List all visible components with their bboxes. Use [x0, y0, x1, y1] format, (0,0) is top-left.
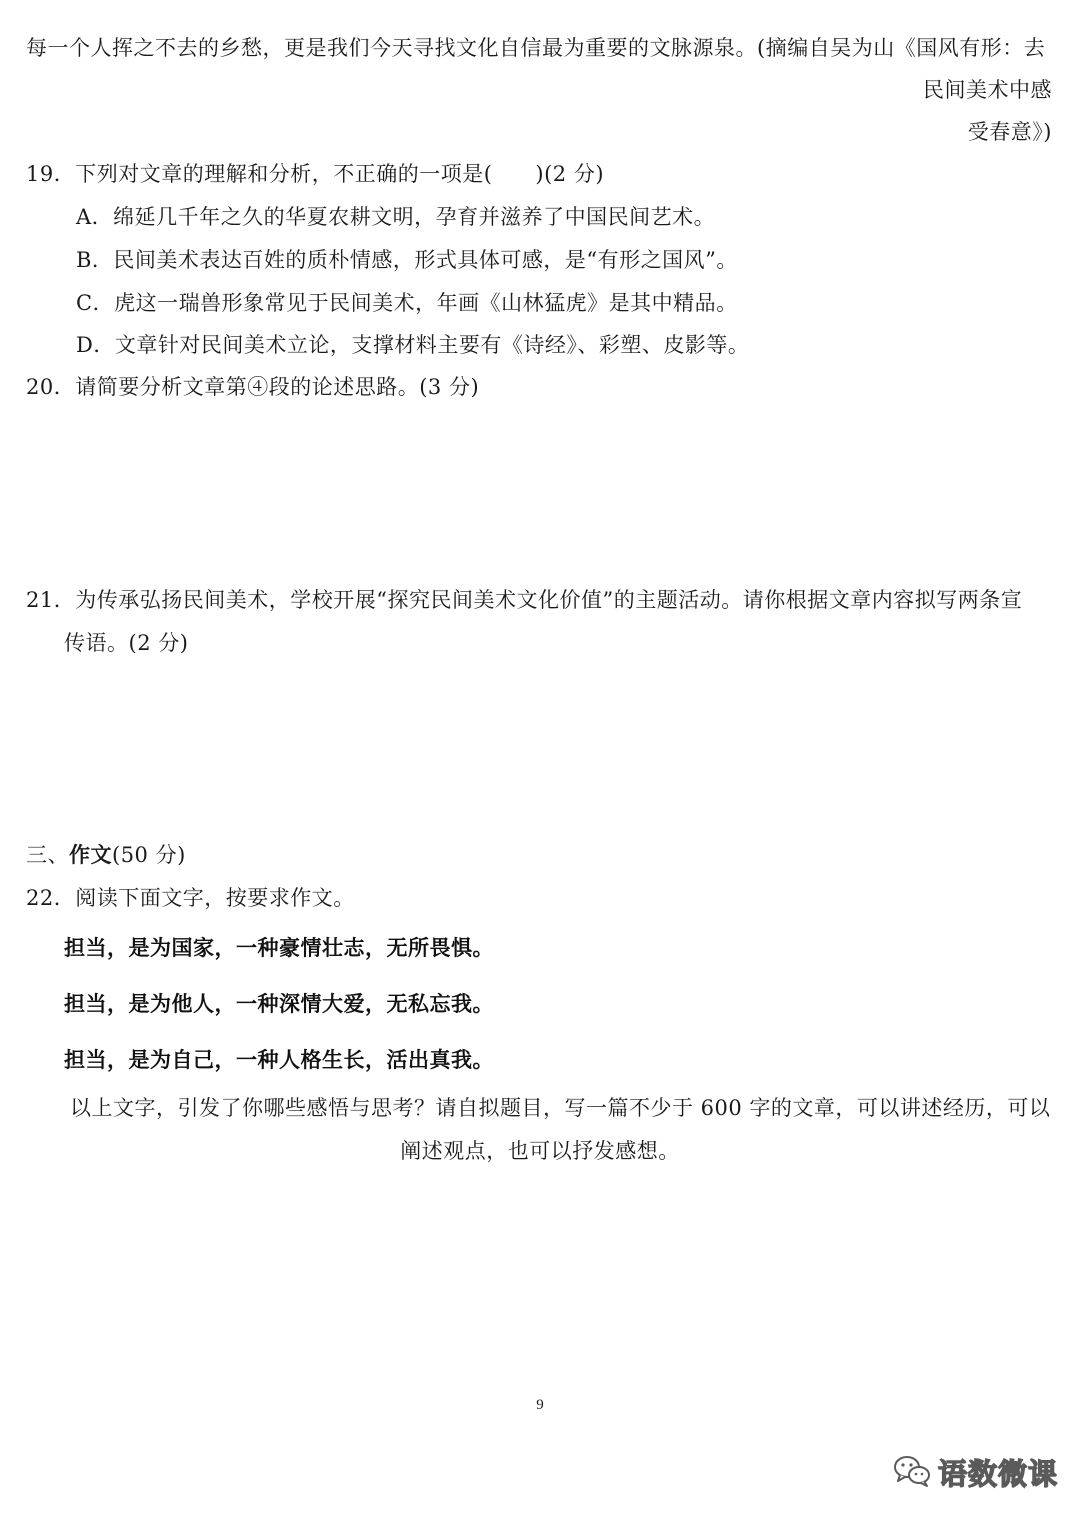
- question-19-option-b: B．民间美术表达百姓的质朴情感，形式具体可感，是“有形之国风”。: [76, 248, 738, 272]
- passage-line: 每一个人挥之不去的乡愁，更是我们今天寻找文化自信最为重要的文脉源泉。(摘编自吴为山《国风有形：去: [26, 36, 1046, 60]
- watermark-text: 语数微课: [938, 1457, 1059, 1491]
- essay-material-line: 担当，是为他人，一种深情大爱，无私忘我。: [64, 992, 494, 1016]
- question-21-stem-continued: 传语。(2 分): [64, 631, 189, 655]
- essay-material-line: 担当，是为自己，一种人格生长，活出真我。: [64, 1048, 494, 1072]
- essay-instruction-continued: 阐述观点，也可以抒发感想。: [400, 1139, 680, 1163]
- passage-citation-line: 受春意》): [967, 120, 1052, 144]
- section-title: 作文: [69, 843, 112, 867]
- essay-instruction: 以上文字，引发了你哪些感悟与思考？请自拟题目，写一篇不少于 600 字的文章，可以讲述经历，可以: [70, 1096, 1051, 1120]
- question-22-stem: 22．阅读下面文字，按要求作文。: [26, 886, 355, 910]
- essay-material-line: 担当，是为国家，一种豪情壮志，无所畏惧。: [64, 936, 494, 960]
- passage-citation-line: 民间美术中感: [923, 78, 1052, 102]
- question-21-stem: 21．为传承弘扬民间美术，学校开展“探究民间美术文化价值”的主题活动。请你根据文章内容拟写两条宣: [26, 588, 1023, 612]
- question-19-stem: 19．下列对文章的理解和分析，不正确的一项是( )(2 分): [26, 162, 605, 186]
- question-20-stem: 20．请简要分析文章第④段的论述思路。(3 分): [26, 375, 480, 399]
- section-score: (50 分): [112, 843, 186, 867]
- wechat-icon: [892, 1453, 932, 1493]
- question-19-option-d: D．文章针对民间美术立论，支撑材料主要有《诗经》、彩塑、皮影等。: [76, 333, 750, 357]
- question-19-option-c: C．虎这一瑞兽形象常见于民间美术，年画《山林猛虎》是其中精品。: [76, 291, 738, 315]
- section-number: 三、: [26, 843, 69, 867]
- watermark: [892, 1452, 1058, 1493]
- section-heading: [26, 841, 186, 869]
- question-19-option-a: A．绵延几千年之久的华夏农耕文明，孕育并滋养了中国民间艺术。: [76, 205, 716, 229]
- page-number: 9: [536, 1397, 544, 1413]
